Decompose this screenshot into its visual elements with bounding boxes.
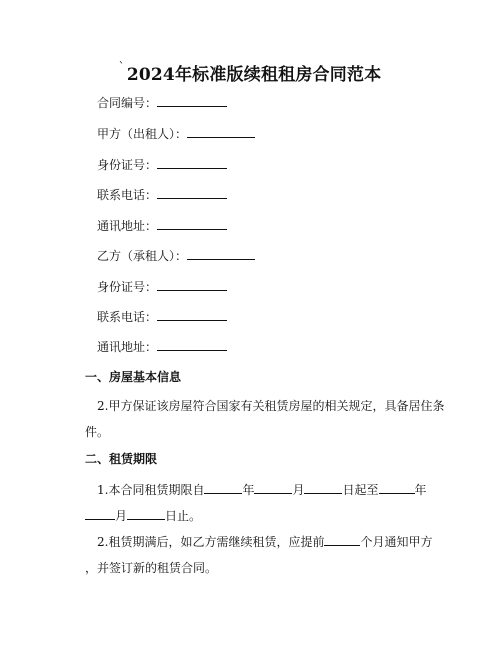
section-1-heading: 一、房屋基本信息: [85, 370, 182, 384]
start-month-unit: 月: [292, 483, 305, 497]
party-a-address-label: 通讯地址：: [97, 219, 158, 233]
party-a-id-field: [97, 156, 227, 173]
section-2-heading: 二、租赁期限: [85, 452, 158, 466]
end-day-blank: [127, 507, 165, 520]
section-1-clause-2-line-2: 件。: [85, 425, 110, 439]
document-title-row: [0, 60, 500, 85]
notice-months-blank: [324, 533, 360, 546]
end-year-blank: [379, 481, 415, 494]
party-a-address-field: [97, 217, 227, 234]
party-b-phone-label: 联系电话：: [97, 310, 158, 324]
renewal-notice-text-a: 2.租赁期满后，如乙方需继续租赁，应提前: [97, 535, 325, 549]
party-b-id-field: [97, 278, 227, 295]
start-year-blank: [204, 481, 242, 494]
party-a-phone-blank: [157, 186, 227, 199]
end-day-unit: 日止。: [165, 509, 202, 523]
start-day-unit: 日起至: [342, 483, 379, 497]
party-b-label: 乙方（承租人）：: [97, 249, 188, 263]
party-a-id-blank: [157, 156, 227, 169]
title-mark: `: [118, 60, 125, 74]
party-a-label: 甲方（出租人）：: [97, 127, 188, 141]
start-month-blank: [254, 481, 292, 494]
contract-number-label: 合同编号：: [97, 96, 158, 110]
party-a-address-blank: [157, 217, 227, 230]
renewal-notice-text-b: 个月通知甲方: [360, 535, 433, 549]
party-b-address-label: 通讯地址：: [97, 340, 158, 354]
party-b-phone-field: [97, 308, 227, 325]
party-b-field: [97, 247, 255, 264]
contract-number-blank: [157, 94, 227, 107]
end-month-unit: 月: [115, 509, 128, 523]
contract-number-field: [97, 94, 227, 111]
start-day-blank: [304, 481, 342, 494]
section-1-clause-2: [85, 393, 445, 445]
party-b-address-field: [97, 338, 227, 355]
party-b-address-blank: [157, 338, 227, 351]
end-month-blank: [85, 507, 115, 520]
start-year-unit: 年: [242, 483, 255, 497]
party-a-phone-label: 联系电话：: [97, 188, 158, 202]
section-1-clause-2-line-1: 2.甲方保证该房屋符合国家有关租赁房屋的相关规定，具备居住条: [97, 399, 445, 413]
party-a-id-label: 身份证号：: [97, 158, 158, 172]
lease-term-start-text: 1.本合同租赁期限自: [97, 483, 205, 497]
end-year-unit: 年: [414, 483, 427, 497]
section-2-clause-1: [85, 477, 430, 529]
document-title: 2024年标准版续租租房合同范本: [126, 65, 382, 85]
renewal-notice-line-2: ，并签订新的租赁合同。: [85, 561, 218, 575]
party-a-phone-field: [97, 186, 227, 203]
party-b-blank: [187, 247, 255, 260]
party-b-id-label: 身份证号：: [97, 280, 158, 294]
section-2-clause-2: [85, 529, 433, 581]
party-b-phone-blank: [157, 308, 227, 321]
party-a-blank: [187, 125, 255, 138]
party-b-id-blank: [157, 278, 227, 291]
party-a-field: [97, 125, 255, 142]
